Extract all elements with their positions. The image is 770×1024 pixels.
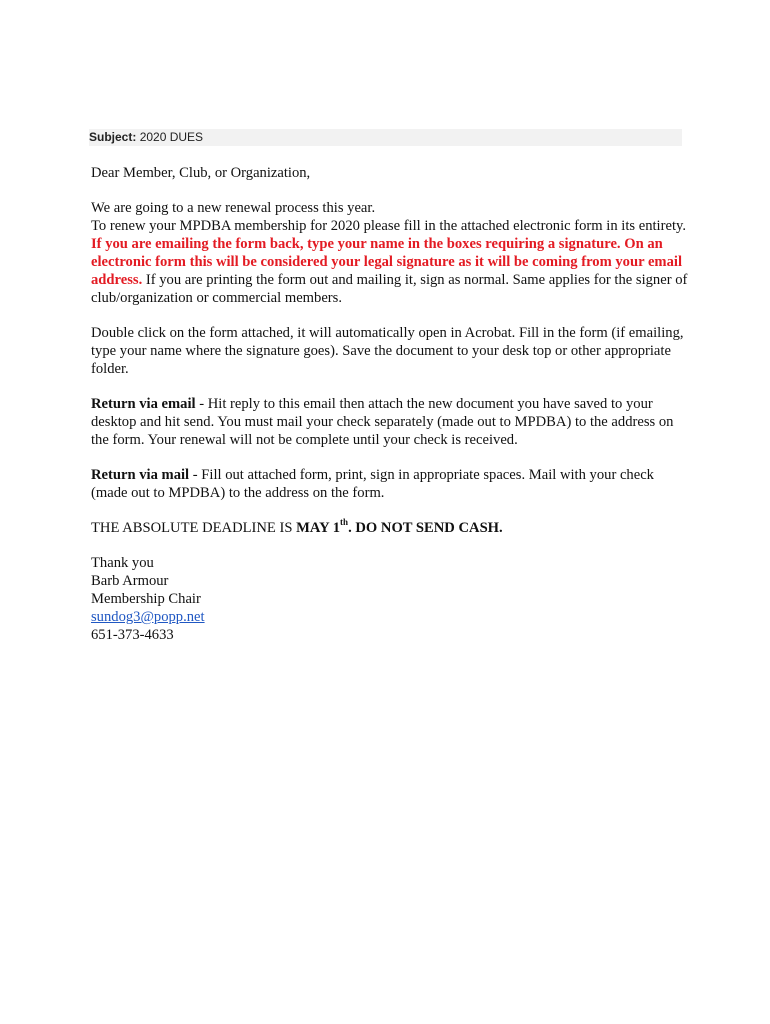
paragraph-return-email <box>91 395 691 449</box>
subject-line <box>89 129 682 146</box>
phone-number: 651-373-4633 <box>91 627 174 643</box>
signer-name: Barb Armour <box>91 573 169 589</box>
signer-title: Membership Chair <box>91 591 201 607</box>
deadline-notice <box>91 519 691 537</box>
letter-body <box>91 164 691 661</box>
closing: Thank you <box>91 555 154 571</box>
renewal-instructions: To renew your MPDBA membership for 2020 please fill in the attached electronic form in its entirety. <box>91 218 687 234</box>
return-email-text: - Hit reply to this email then attach the new document you have saved to your desktop and hit send. You must mail your check separately (made out to MPDBA) to the address on the form. Your renewal will not be complete until your check is received. <box>91 396 674 448</box>
email-link[interactable]: sundog3@popp.net <box>91 609 205 625</box>
deadline-date-text: MAY 1 <box>296 520 341 536</box>
deadline-tail: . DO NOT SEND CASH. <box>348 520 503 536</box>
signature-block <box>91 554 691 644</box>
deadline-prefix: THE ABSOLUTE DEADLINE IS <box>91 520 293 536</box>
subject-value: 2020 DUES <box>139 130 204 144</box>
renewal-intro: We are going to a new renewal process this year. <box>91 200 376 216</box>
paragraph-return-mail <box>91 466 691 502</box>
printing-instructions: If you are printing the form out and mailing it, sign as normal. Same applies for the signer of club/organization or commercial members. <box>91 272 688 306</box>
subject-label: Subject: <box>89 130 137 144</box>
deadline-date <box>296 517 503 536</box>
deadline-date-suffix: th <box>340 517 349 528</box>
return-mail-text: - Fill out attached form, print, sign in appropriate spaces. Mail with your check (made out to MPDBA) to the address on the form. <box>91 467 654 501</box>
return-mail-label: Return via mail <box>91 467 190 483</box>
paragraph-renewal-process <box>91 199 691 307</box>
signature-warning: If you are emailing the form back, type your name in the boxes requiring a signature. On an electronic form this will be considered your legal signature as it will be coming from your email address. <box>91 236 682 288</box>
paragraph-acrobat-instructions: Double click on the form attached, it will automatically open in Acrobat. Fill in the form (if emailing, type your name where the signature goes). Save the document to your desk top or other appropriate folder. <box>91 325 684 377</box>
return-email-label: Return via email <box>91 396 196 412</box>
greeting: Dear Member, Club, or Organization, <box>91 165 311 181</box>
